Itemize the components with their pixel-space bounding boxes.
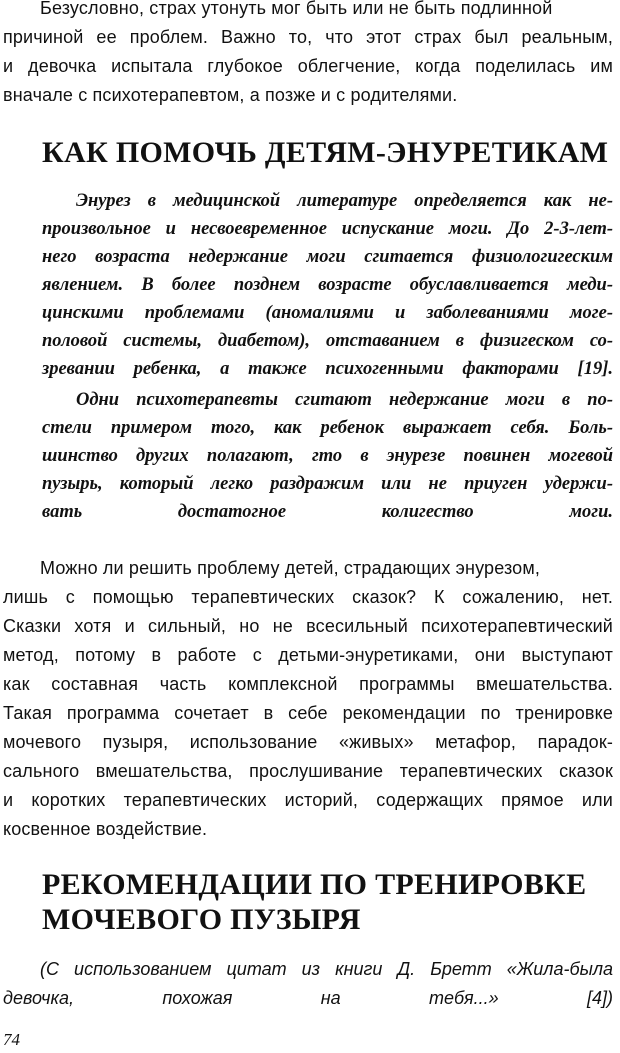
text-line: и коротких терапевтических историй, содержащих прямое или: [3, 790, 613, 810]
text-line: и девочка испытала глубокое облегчение, когда поделилась им: [3, 56, 613, 76]
text-line: Сказки хотя и сильный, но не всесильный психотерапевтический: [3, 616, 613, 636]
text-line: Энурез в медицинской литературе определяется как не-: [76, 191, 613, 211]
text-line: Безусловно, страх утонуть мог быть или не быть подлинной: [40, 0, 553, 18]
text-line: мочевого пузыря, использование «живых» метафор, парадок-: [3, 732, 613, 752]
section-heading-line: РЕКОМЕНДАЦИИ ПО ТРЕНИРОВКЕ: [42, 868, 587, 901]
text-line: него возраста недержание моги сгитается физиологигеским: [42, 247, 613, 267]
text-line: метод, потому в работе с детьми-энуретиками, они выступают: [3, 645, 613, 665]
page-number: 74: [3, 1030, 20, 1049]
text-line: Такая программа сочетает в себе рекомендации по тренировке: [3, 703, 613, 723]
text-line: Одни психотерапевты сгитают недержание моги в по-: [76, 390, 613, 410]
text-line: шинство других полагают, гто в энурезе повинен могевой: [42, 446, 613, 466]
text-line: девочка, похожая на тебя...» [4]): [3, 988, 613, 1008]
text-line: произвольное и несвоевременное испускание моги. До 2-3-лет-: [42, 219, 613, 239]
text-line: зревании ребенка, а также психогенными факторами [19].: [42, 359, 613, 379]
text-line: явлением. В более позднем возрасте обуславливается меди-: [42, 275, 613, 295]
section-heading: КАК ПОМОЧЬ ДЕТЯМ-ЭНУРЕТИКАМ: [42, 136, 609, 169]
text-line: Можно ли решить проблему детей, страдающих энурезом,: [40, 558, 541, 578]
text-line: косвенное воздействие.: [3, 819, 208, 839]
text-line: половой системы, диабетом), отставанием в физигеском со-: [42, 331, 613, 351]
text-line: вначале с психотерапевтом, а позже и с родителями.: [3, 85, 458, 105]
text-line: пузырь, который легко раздражим или не приуген удержи-: [42, 474, 613, 494]
text-line: как составная часть комплексной программы вмешательства.: [3, 674, 613, 694]
text-line: причиной ее проблем. Важно то, что этот страх был реальным,: [3, 27, 613, 47]
text-line: лишь с помощью терапевтических сказок? К сожалению, нет.: [3, 587, 613, 607]
text-line: цинскими проблемами (аномалиями и заболеваниями моге-: [42, 303, 613, 323]
text-line: сального вмешательства, прослушивание терапевтических сказок: [3, 761, 613, 781]
section-heading-line: МОЧЕВОГО ПУЗЫРЯ: [42, 903, 361, 936]
text-line: (С использованием цитат из книги Д. Бретт «Жила-была: [40, 959, 613, 979]
text-line: стели примером того, как ребенок выражает себя. Боль-: [42, 418, 613, 438]
text-line: вать достатогное колигество моги.: [42, 502, 613, 522]
